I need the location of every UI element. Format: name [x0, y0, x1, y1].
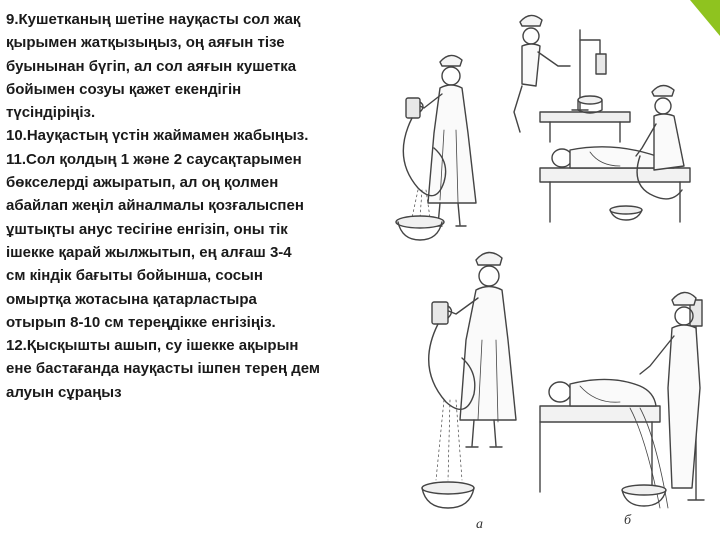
text-line: бойымен созуы қажет екендігін: [6, 80, 242, 98]
text-line: ене бастағанда науқасты ішпен терең дем: [6, 360, 320, 378]
basin-1: [396, 216, 444, 240]
text-line: омыртқа жотасына қатарластыра: [6, 290, 257, 308]
text-line: бөкселерді ажыратып, ал оң қолмен: [6, 174, 279, 192]
basin-2: [610, 206, 642, 220]
nurse-with-irrigator-figure-2: [446, 252, 516, 447]
nurse-inserting-figure-2: [640, 292, 700, 488]
text-line: см кіндік бағыты бойынша, сосын: [6, 267, 263, 285]
irrigator-mug-icon-2: [432, 302, 452, 324]
irrigator-mug-icon: [406, 98, 423, 118]
figure-label-b: б: [624, 513, 632, 528]
enema-procedure-illustration: [390, 0, 710, 540]
text-line: 10.Науқастың үстін жаймамен жабыңыз.: [6, 127, 309, 145]
text-line: буынынан бүгіп, ал сол аяғын кушетка: [6, 57, 297, 75]
basin-3: [422, 482, 474, 508]
text-line: түсіндіріңіз.: [6, 104, 96, 122]
basin-4: [622, 485, 666, 506]
text-line: 12.Қысқышты ашып, су ішекке ақырын: [6, 337, 299, 355]
text-line: отырып 8-10 см тереңдікке енгізіңіз.: [6, 313, 276, 331]
text-line: ұштықты анус тесігіне енгізіп, оны тік: [6, 220, 288, 238]
nurse-with-irrigator-figure-1: [416, 55, 476, 226]
text-line: абайлап жеңіл айналмалы қозғалыспен: [6, 197, 304, 215]
text-line: ішекке қарай жылжытып, ең алғаш 3-4: [6, 243, 292, 261]
text-line: 11.Сол қолдың 1 және 2 саусақтарымен: [6, 150, 302, 168]
instrument-table-icon: [540, 96, 630, 142]
water-stream-2: [436, 400, 462, 480]
figure-label-a: а: [476, 517, 483, 532]
text-line: алуын сұраңыз: [6, 383, 122, 401]
text-line: 9.Кушетканың шетіне науқасты сол жақ: [6, 11, 301, 28]
text-line: қырымен жатқызыңыз, оң аяғын тізе: [6, 34, 285, 52]
instruction-text: [6, 8, 398, 404]
